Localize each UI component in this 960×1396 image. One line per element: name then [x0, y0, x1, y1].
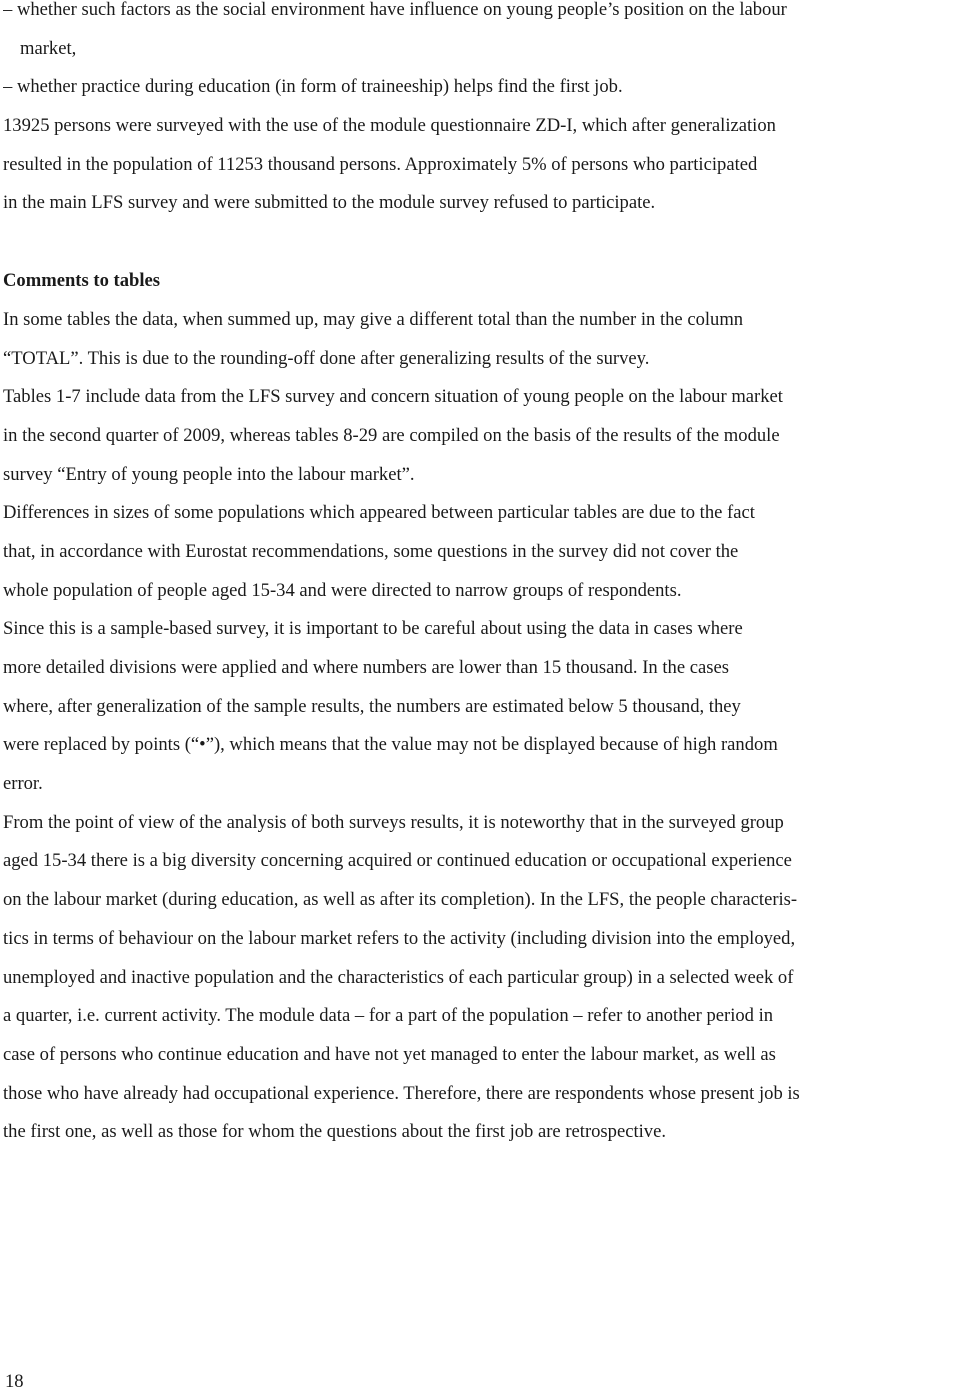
paragraph-line: error. [3, 773, 43, 795]
paragraph-line: in the second quarter of 2009, whereas tables 8-29 are compiled on the basis of the results of the module [3, 424, 780, 446]
paragraph-analysis [3, 804, 957, 1152]
paragraph-line: where, after generalization of the sample results, the numbers are estimated below 5 thousand, they [3, 695, 741, 717]
paragraph-tables [3, 378, 957, 494]
paragraph-rounding [3, 301, 957, 378]
paragraph-line: the first one, as well as those for whom the questions about the first job are retrospective. [3, 1121, 667, 1143]
section-heading: Comments to tables [3, 270, 160, 292]
paragraph-line: resulted in the population of 11253 thousand persons. Approximately 5% of persons who participated [3, 153, 758, 175]
bullet-item [3, 0, 957, 68]
survey-paragraph [3, 107, 957, 223]
paragraph-line: 13925 persons were surveyed with the use of the module questionnaire ZD-I, which after generalization [3, 115, 776, 137]
paragraph-line: whole population of people aged 15-34 and were directed to narrow groups of respondents. [3, 579, 682, 601]
paragraph-line: those who have already had occupational experience. Therefore, there are respondents whose present job is [3, 1082, 800, 1104]
paragraph-line: a quarter, i.e. current activity. The module data – for a part of the population – refer to another period in [3, 1005, 774, 1027]
paragraph-line: Tables 1-7 include data from the LFS survey and concern situation of young people on the labour market [3, 386, 783, 408]
bullet-line: – whether such factors as the social environment have influence on young people’s position on the labour [3, 0, 787, 20]
paragraph-line: that, in accordance with Eurostat recommendations, some questions in the survey did not cover the [3, 540, 739, 562]
paragraph-line: “TOTAL”. This is due to the rounding-off done after generalizing results of the survey. [3, 347, 650, 369]
document-page [3, 0, 957, 1152]
paragraph-line: case of persons who continue education and have not yet managed to enter the labour market, as well as [3, 1043, 776, 1065]
page-number: 18 [5, 1371, 24, 1392]
paragraph-line: more detailed divisions were applied and where numbers are lower than 15 thousand. In the cases [3, 657, 729, 678]
paragraph-line: From the point of view of the analysis of both surveys results, it is noteworthy that in the surveyed group [3, 811, 784, 833]
paragraph-line: on the labour market (during education, as well as after its completion). In the LFS, the people characteris- [3, 889, 798, 911]
paragraph-line: Since this is a sample-based survey, it is important to be careful about using the data in cases where [3, 618, 743, 640]
paragraph-sample-based [3, 610, 957, 803]
paragraph-line: tics in terms of behaviour on the labour market refers to the activity (including division into the employed, [3, 927, 796, 949]
paragraph-line: were replaced by points (“•”), which means that the value may not be displayed because of high random [3, 734, 778, 756]
paragraph-line: In some tables the data, when summed up, may give a different total than the number in the column [3, 308, 744, 330]
paragraph-line: in the main LFS survey and were submitted to the module survey refused to participate. [3, 192, 656, 214]
paragraph-line: aged 15-34 there is a big diversity concerning acquired or continued education or occupational experience [3, 850, 792, 872]
bullet-line: – whether practice during education (in form of traineeship) helps find the first job. [3, 76, 623, 98]
bullet-item [3, 68, 957, 107]
paragraph-spacer [3, 223, 957, 262]
bullet-list [3, 0, 957, 107]
paragraph-line: Differences in sizes of some populations which appeared between particular tables are due to the fact [3, 502, 755, 524]
paragraph-line: unemployed and inactive population and the characteristics of each particular group) in a selected week of [3, 966, 794, 988]
paragraph-line: survey “Entry of young people into the labour market”. [3, 463, 415, 485]
paragraph-differences [3, 494, 957, 610]
bullet-line: market, [20, 37, 77, 59]
